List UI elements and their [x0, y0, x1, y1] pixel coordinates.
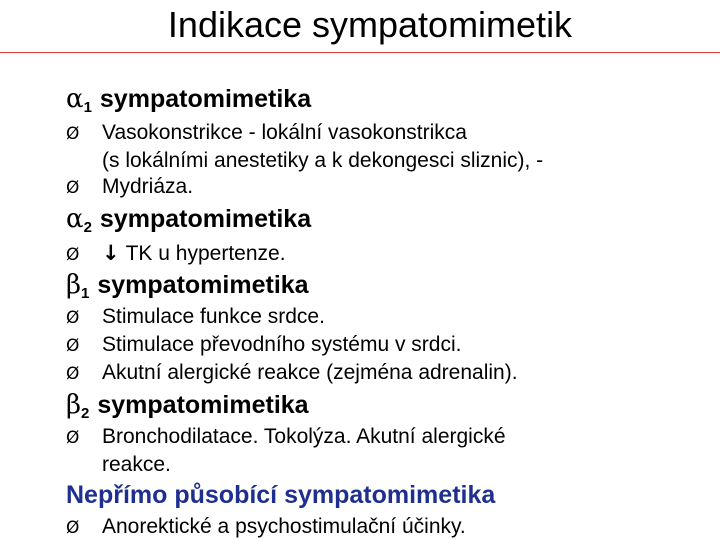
item-text: Mydriáza.: [102, 175, 194, 198]
section-heading-alpha1: [66, 84, 311, 123]
item-text: Anorektické a psychostimulační účinky.: [102, 515, 466, 538]
item-text: Stimulace funkce srdce.: [102, 305, 325, 328]
beta-symbol: β: [66, 270, 82, 300]
item-text: TK u hypertenze.: [125, 242, 286, 265]
subscript: 1: [81, 285, 90, 302]
section-label: sympatomimetika: [97, 271, 309, 299]
list-item: [66, 514, 466, 540]
arrowhead-bullet-icon: Ø: [66, 178, 80, 198]
list-item: [66, 332, 461, 359]
list-item: [66, 174, 193, 201]
list-item: [66, 120, 467, 147]
subscript: 2: [83, 219, 92, 236]
item-continuation: (s lokálními anestetiky a k dekongesci sliznic), -: [102, 149, 544, 172]
arrowhead-bullet-icon: Ø: [66, 518, 80, 538]
down-arrow-icon: ↓: [102, 241, 120, 265]
item-text: Akutní alergické reakce (zejména adrenalin).: [102, 361, 518, 384]
section-label: sympatomimetika: [99, 85, 312, 113]
arrowhead-bullet-icon: Ø: [66, 428, 80, 448]
list-item: [66, 240, 286, 268]
section-heading-indirect: Nepřímo působící sympatomimetika: [66, 481, 496, 509]
beta-symbol: β: [66, 390, 82, 420]
list-item: [66, 360, 518, 387]
item-text: Bronchodilatace. Tokolýza. Akutní alergické: [102, 425, 506, 448]
item-text: Stimulace převodního systému v srdci.: [102, 333, 462, 356]
title-divider: [0, 52, 720, 53]
alpha-symbol: α: [66, 204, 84, 234]
subscript: 1: [83, 99, 92, 116]
arrowhead-bullet-icon: Ø: [66, 336, 80, 356]
slide-title: Indikace sympatomimetik: [167, 4, 573, 45]
section-label: sympatomimetika: [97, 391, 309, 419]
section-heading-alpha2: [66, 204, 311, 243]
item-text: Vasokonstrikce - lokální vasokonstrikca: [102, 121, 467, 144]
alpha-symbol: α: [66, 84, 84, 114]
arrowhead-bullet-icon: Ø: [66, 308, 80, 328]
arrowhead-bullet-icon: Ø: [66, 245, 80, 265]
item-continuation: reakce.: [102, 453, 171, 476]
arrowhead-bullet-icon: Ø: [66, 364, 80, 384]
subscript: 2: [81, 405, 90, 422]
list-item: [66, 424, 506, 451]
section-label: sympatomimetika: [99, 205, 312, 233]
list-item: [66, 304, 325, 331]
arrowhead-bullet-icon: Ø: [66, 124, 80, 144]
